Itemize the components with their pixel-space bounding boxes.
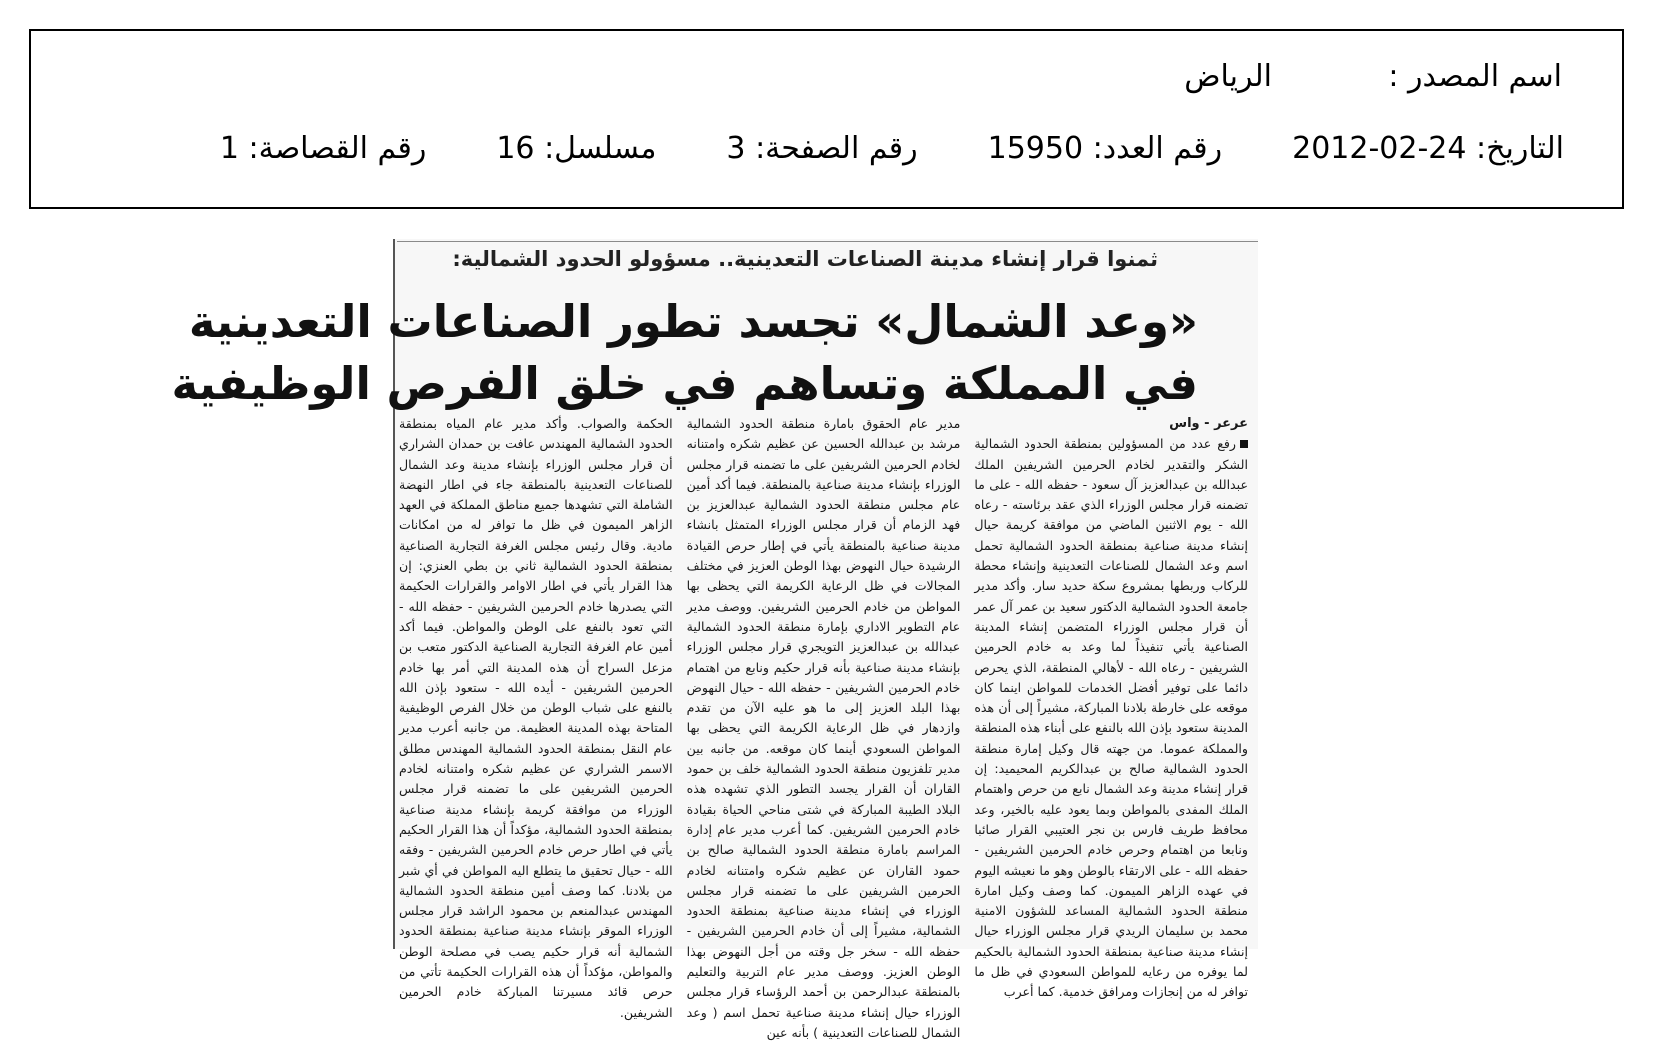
date-field <box>1292 129 1564 169</box>
article-column-1 <box>974 414 1248 1000</box>
serial-field <box>496 129 656 169</box>
page-label: رقم الصفحة: <box>755 131 918 166</box>
page-field <box>726 129 917 169</box>
column-2-text: مدير عام الحقوق بامارة منطقة الحدود الشمالية مرشد بن عبدالله الحسين عن عظيم شكره وامتنانه لخادم الحرمين الشريفين على ما تضمنه قرار مجلس الوزراء بإنشاء مدينة صناعية بالمنطقة. فيما أكد أمين عام مجلس منطقة الحدود الشمالية عبدالعزيز بن فهد الزمام أن قرار مجلس الوزراء المتمثل بانشاء مدينة صناعية بالمنطقة يأتي في إطار حرص القيادة الرشيدة حيال النهوض بهذا الوطن العزيز في مختلف المجالات في ظل الرعاية الكريمة التي يحظى بها المواطن من خادم الحرمين الشريفين. ووصف مدير عام التطوير الاداري بإمارة منطقة الحدود الشمالية عبدالله بن عبدالعزيز التويجري قرار مجلس الوزراء بإنشاء مدينة صناعية بأنه قرار حكيم ونابع من اهتمام خادم الحرمين الشريفين - حفظه الله - حيال النهوض بهذا البلد العزيز إلى ما هو عليه الآن من تقدم وازدهار في ظل الرعاية الكريمة التي يحظى بها المواطن السعودي أينما كان موقعه. من جانبه بين مدير تلفزيون منطقة الحدود الشمالية خلف بن حمود القاران أن القرار يجسد التطور الذي تشهده هذه البلاد الطيبة المباركة في شتى مناحي الحياة بقيادة خادم الحرمين الشريفين. كما أعرب مدير عام إدارة المراسم بامارة منطقة الحدود الشمالية صالح بن حمود القاران عن عظيم شكره وامتنانه لخادم الحرمين الشريفين على ما تضمنه قرار مجلس الوزراء في إنشاء مدينة صناعية بمنطقة الحدود الشمالية، مشيراً إلى أن خادم الحرمين الشريفين - حفظه الله - سخر جل وقته من أجل النهوض بهذا الوطن العزيز. ووصف مدير عام التربية والتعليم بالمنطقة عبدالرحمن بن أحمد الرؤساء قرار مجلس الوزراء حيال إنشاء مدينة صناعية تحمل اسم ( وعد الشمال للصناعات التعدينية ) بأنه عين <box>686 416 961 1040</box>
article-headline <box>171 291 1198 415</box>
issue-value: 15950 <box>987 131 1084 166</box>
article-column-2 <box>686 414 961 1040</box>
serial-value: 16 <box>496 131 535 166</box>
date-label: التاريخ: <box>1476 131 1564 166</box>
bullet-square-icon <box>1240 440 1248 448</box>
issue-field <box>988 129 1222 169</box>
article-column-3 <box>398 414 673 1020</box>
meta-row <box>220 129 1564 169</box>
article-body <box>398 414 1248 1040</box>
serial-label: مسلسل: <box>544 131 657 166</box>
source-label: اسم المصدر : <box>1388 59 1562 94</box>
headline-line-2: في المملكة وتساهم في خلق الفرص الوظيفية <box>171 357 1198 410</box>
clipping-top-rule <box>397 241 1258 242</box>
article-dateline: عرعر - واس <box>1169 416 1248 431</box>
article-kicker: ثمنوا قرار إنشاء مدينة الصناعات التعدينية.. مسؤولو الحدود الشمالية: <box>452 247 1158 271</box>
headline-line-1: «وعد الشمال» تجسد تطور الصناعات التعدينية <box>188 295 1198 348</box>
source-value: الرياض <box>1184 59 1272 94</box>
source-info-box <box>29 29 1624 209</box>
source-row <box>1184 57 1562 97</box>
column-1-text: رفع عدد من المسؤولين بمنطقة الحدود الشمالية الشكر والتقدير لخادم الحرمين الشريفين الملك عبدالله بن عبدالعزيز آل سعود - حفظه الله - على ما تضمنه قرار مجلس الوزراء الذي عقد برئاسته - رعاه الله - يوم الاثنين الماضي من موافقة كريمة حيال إنشاء مدينة صناعية بمنطقة الحدود الشمالية تحمل اسم وعد الشمال للصناعات التعدينية وإنشاء محطة للركاب وربطها بمشروع سكة حديد سار. وأكد مدير جامعة الحدود الشمالية الدكتور سعيد بن عمر آل عمر أن قرار مجلس الوزراء المتضمن إنشاء المدينة الصناعية يأتي تنفيذاً لما وعد به خادم الحرمين الشريفين - رعاه الله - لأهالي المنطقة، الذي يحرص دائما على توفير أفضل الخدمات للمواطن اينما كان موقعه على خارطة بلادنا المباركة، مشيراً إلى أن هذه المدينة ستعود بإذن الله بالنفع على أبناء هذه المنطقة والمملكة عموما. من جهته قال وكيل إمارة منطقة الحدود الشمالية صالح بن عبدالكريم المحيميد: إن قرار إنشاء مدينة وعد الشمال نابع من حرص واهتمام الملك المفدى بالمواطن وبما يعود عليه بالخير، وعد محافظ طريف فارس بن نجر العتيبي القرار صائبا ونابعا من اهتمام وحرص خادم الحرمين الشريفين - حفظه الله - على الارتقاء بالوطن وهو ما نعيشه اليوم في عهده الزاهر الميمون. كما وصف وكيل امارة منطقة الحدود الشمالية المساعد للشؤون الامنية محمد بن سليمان الريدي قرار مجلس الوزراء حيال إنشاء مدينة صناعية بمنطقة الحدود الشمالية بالحكيم لما يوفره من رعايه للمواطن السعودي في ظل ما توافر له من إنجازات ومرافق خدمية. كما أعرب <box>974 436 1248 1000</box>
page-value: 3 <box>726 131 746 166</box>
clip-value: 1 <box>219 131 239 166</box>
date-value: 2012-02-24 <box>1292 131 1467 166</box>
newspaper-clipping <box>171 239 1258 1040</box>
column-3-text: الحكمة والصواب. وأكد مدير عام المياه بمنطقة الحدود الشمالية المهندس عافت بن حمدان الشراري أن قرار مجلس الوزراء بإنشاء مدينة وعد الشمال للصناعات التعدينية بالمنطقة جاء في اطار النهضة الشاملة التي تشهدها جميع مناطق المملكة في العهد الزاهر الميمون في ظل ما توافر له من امكانات مادية. وقال رئيس مجلس الغرفة التجارية الصناعية بمنطقة الحدود الشمالية ثاني بن بطي العنزي: إن هذا القرار يأتي في اطار الاوامر والقرارات الحكيمة التي يصدرها خادم الحرمين الشريفين - حفظه الله - التي تعود بالنفع على الوطن والمواطن. فيما أكد أمين عام الغرفة التجارية الصناعية الدكتور متعب بن مزعل السراح أن هذه المدينة التي أمر بها خادم الحرمين الشريفين - أيده الله - ستعود بإذن الله بالنفع على شباب الوطن من خلال الفرص الوظيفية المتاحة بهذه المدينة العظيمة. من جانبه أعرب مدير عام النقل بمنطقة الحدود الشمالية المهندس مطلق الاسمر الشراري عن عظيم شكره وامتنانه لخادم الحرمين الشريفين على ما تضمنه قرار مجلس الوزراء من موافقة كريمة بإنشاء مدينة صناعية بمنطقة الحدود الشمالية، مؤكداً أن هذا القرار الحكيم يأتي في اطار حرص خادم الحرمين الشريفين - وفقه الله - حيال تحقيق ما يتطلع اليه المواطن في أي شبر من بلادنا. كما وصف أمين منطقة الحدود الشمالية المهندس عبدالمنعم بن محمود الراشد قرار مجلس الوزراء الموقر بإنشاء مدينة صناعية بمنطقة الحدود الشمالية أنه قرار حكيم يصب في مصلحة الوطن والمواطن، مؤكداً أن هذه القرارات الحكيمة تأتي من حرص قائد مسيرتنا المباركة خادم الحرمين الشريفين. <box>398 416 673 1020</box>
issue-label: رقم العدد: <box>1092 131 1223 166</box>
clip-label: رقم القصاصة: <box>248 131 427 166</box>
clip-field <box>220 129 426 169</box>
